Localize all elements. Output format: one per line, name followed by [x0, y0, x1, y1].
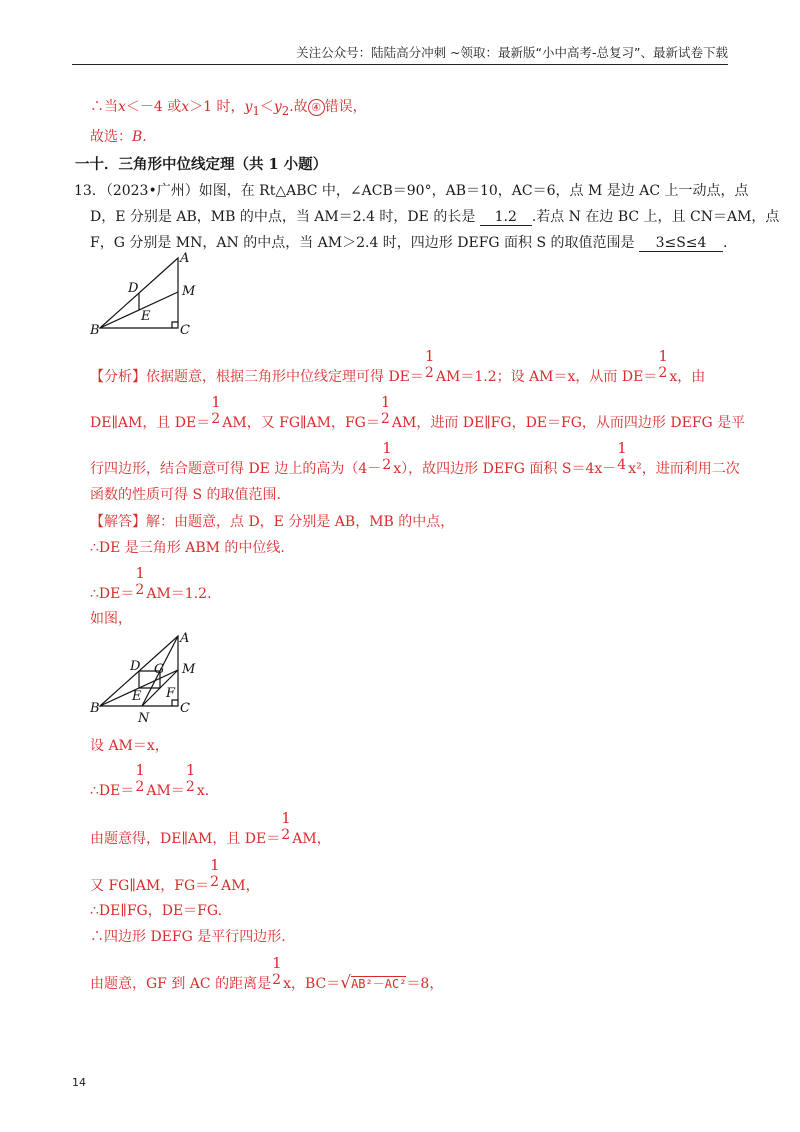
label-M: M	[182, 662, 196, 677]
label-C: C	[180, 323, 190, 338]
label-D: D	[128, 281, 139, 296]
figure-triangle-2	[86, 628, 216, 728]
problem-line-3: F，G 分别是 MN，AN 的中点，当 AM＞2.4 时，四边形 DEFG 面积 S 的取值范围是 3≤S≤4 .	[90, 235, 728, 251]
section-title: 一十．三角形中位线定理（共 1 小题）	[75, 156, 328, 173]
label-B: B	[90, 701, 100, 716]
solution-line-7: 由题意得，DE∥AM，且 DE＝ 1 2 AM，	[90, 809, 331, 847]
problem-line-1: 13．（2023•广州）如图，在 Rt△ABC 中，∠ACB＝90°，AB＝10，AC＝6，点 M 是边 AC 上一动点，点	[74, 183, 749, 199]
label-E: E	[132, 689, 142, 704]
label-D: D	[130, 659, 141, 674]
solution-line-2: ∴DE 是三角形 ABM 的中位线.	[90, 540, 285, 556]
prev-choice: 故选：B.	[90, 129, 147, 145]
solution-line-10: ∴四边形 DEFG 是平行四边形.	[90, 929, 286, 945]
figure-triangle-1	[86, 250, 216, 340]
analysis-line-3: 行四边形，结合题意可得 DE 边上的高为（4－ 1 2 x），故四边形 DEFG 面积 S＝4x－ 1 4 x²，进而利用二次	[90, 439, 740, 477]
answer-blank-2: 3≤S≤4	[639, 235, 723, 252]
page-number: 14	[72, 1076, 86, 1089]
solution-line-8: 又 FG∥AM，FG＝ 1 2 AM，	[90, 856, 260, 894]
answer-blank-1: 1.2	[480, 209, 532, 226]
problem-line-2: D，E 分别是 AB，MB 的中点，当 AM＝2.4 时，DE 的长是 1.2 .若点 N 在边 BC 上，且 CN＝AM，点	[90, 209, 780, 225]
label-N: N	[138, 711, 150, 726]
solution-line-1: 【解答】解：由题意，点 D，E 分别是 AB，MB 的中点，	[90, 514, 455, 530]
label-G: G	[154, 662, 165, 677]
solution-line-5: 设 AM＝x，	[90, 738, 169, 754]
prev-conclusion: ∴当x＜－4 或x＞1 时，$y_1<y_2$.故 ④ 错误，	[90, 99, 367, 118]
label-F: F	[166, 686, 176, 701]
analysis-line-1: 【分析】依据题意，根据三角形中位线定理可得 DE＝ 1 2 AM＝1.2；设 AM＝x，从而 DE＝ 1 2 x，由	[90, 347, 706, 385]
header-text: 关注公众号：陆陆高分冲刺 ~领取：最新版“小中高考-总复习”、最新试卷下载	[296, 45, 728, 60]
solution-line-4: 如图，	[90, 611, 132, 627]
label-A: A	[180, 631, 190, 646]
analysis-line-2: DE∥AM，且 DE＝ 1 2 AM，又 FG∥AM，FG＝ 1 2 AM，进而 DE∥FG，DE＝FG，从而四边形 DEFG 是平	[90, 393, 746, 431]
solution-line-3: ∴DE＝ 1 2 AM＝1.2.	[90, 564, 212, 602]
analysis-line-4: 函数的性质可得 S 的取值范围.	[90, 487, 281, 503]
label-B: B	[90, 323, 100, 338]
sqrt-radicand: AB²－AC²	[351, 977, 407, 991]
circled-item: ④	[308, 99, 325, 116]
label-M: M	[182, 284, 196, 299]
label-A: A	[180, 251, 190, 266]
solution-line-11: 由题意，GF 到 AC 的距离是 1 2 x，BC＝√AB²－AC²＝8，	[90, 954, 444, 993]
solution-line-9: ∴DE∥FG，DE＝FG.	[90, 903, 223, 919]
solution-line-6: ∴DE＝ 1 2 AM＝ 1 2 x.	[90, 761, 210, 799]
page-header	[72, 44, 728, 65]
label-C: C	[180, 701, 190, 716]
label-E: E	[141, 309, 151, 324]
